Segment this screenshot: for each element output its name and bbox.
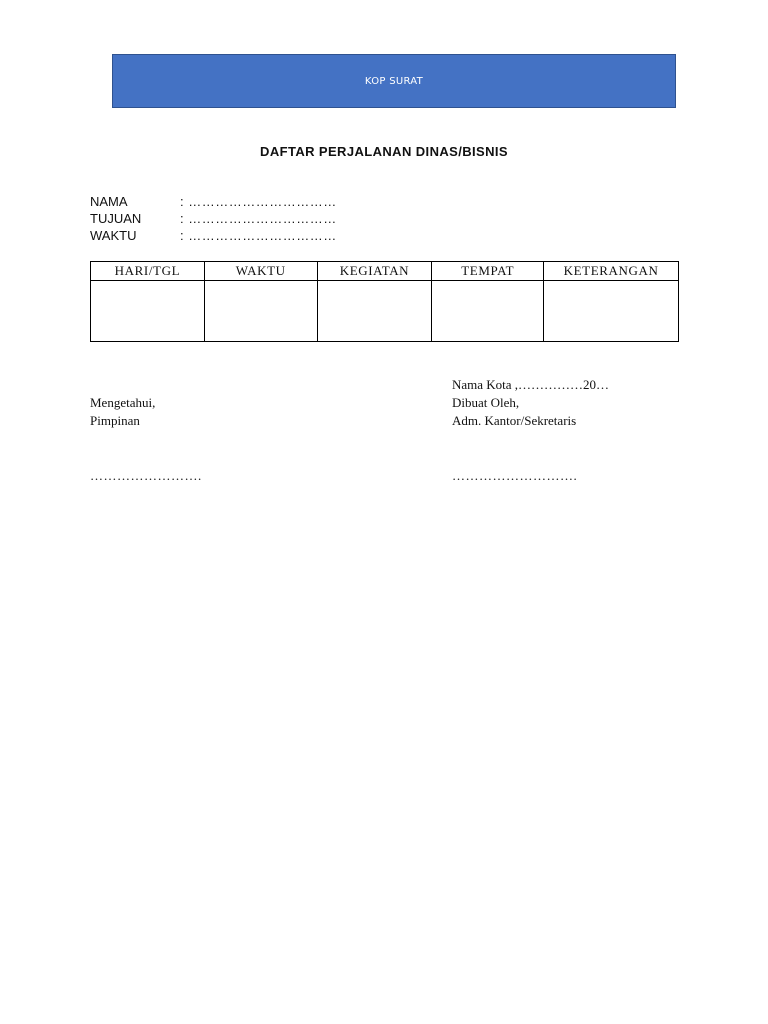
field-value: : …………………………… xyxy=(180,194,337,209)
column-header-hari-tgl: HARI/TGL xyxy=(91,262,205,281)
table-row xyxy=(91,281,679,342)
table-cell xyxy=(432,281,544,342)
author-role: Adm. Kantor/Sekretaris xyxy=(452,413,577,428)
table-cell xyxy=(317,281,432,342)
field-tujuan xyxy=(90,210,337,227)
field-value: : …………………………… xyxy=(180,228,337,243)
table-cell xyxy=(91,281,205,342)
place-date-line: Nama Kota ,……………20… xyxy=(452,377,610,392)
field-label: TUJUAN xyxy=(90,211,142,226)
column-header-keterangan: KETERANGAN xyxy=(544,262,679,281)
field-label: WAKTU xyxy=(90,228,137,243)
letterhead-placeholder xyxy=(112,54,676,108)
table-cell xyxy=(544,281,679,342)
field-value: : …………………………… xyxy=(180,211,337,226)
table-cell xyxy=(204,281,317,342)
author-label: Dibuat Oleh, xyxy=(452,395,520,410)
letterhead-label: KOP SURAT xyxy=(364,75,424,87)
field-waktu xyxy=(90,227,337,244)
document-title: DAFTAR PERJALANAN DINAS/BISNIS xyxy=(260,144,508,159)
field-label: NAMA xyxy=(90,194,128,209)
schedule-table xyxy=(90,261,679,342)
table-header-row xyxy=(91,262,679,281)
field-nama xyxy=(90,193,337,210)
column-header-tempat: TEMPAT xyxy=(432,262,544,281)
author-signature-line: ………………………. xyxy=(452,468,578,483)
approver-signature-line: ……………………. xyxy=(90,468,202,483)
approver-label: Mengetahui, xyxy=(90,395,156,410)
approver-role: Pimpinan xyxy=(90,413,140,428)
trip-info-fields xyxy=(90,193,337,244)
column-header-waktu: WAKTU xyxy=(204,262,317,281)
column-header-kegiatan: KEGIATAN xyxy=(317,262,432,281)
